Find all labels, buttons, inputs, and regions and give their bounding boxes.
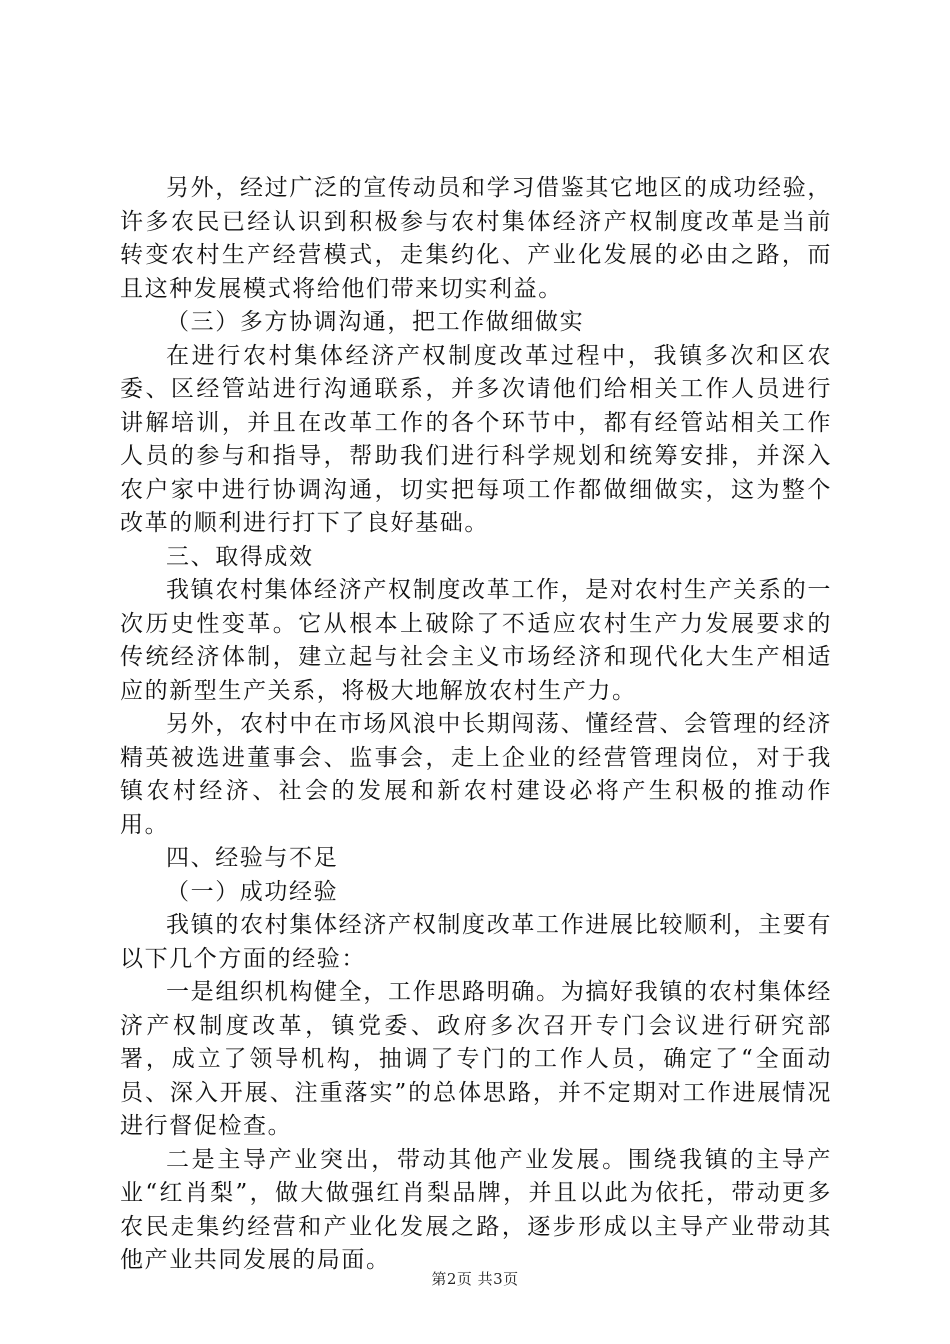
paragraph-2: 在进行农村集体经济产权制度改革过程中，我镇多次和区农委、区经管站进行沟通联系，并多次请他们给相关工作人员进行讲解培训，并且在改革工作的各个环节中，都有经管站相关工作人员的参与和指导，帮助我们进行科学规划和统筹安排，并深入农户家中进行协调沟通，切实把每项工作都做细做实，这为整个改革的顺利进行打下了良好基础。 — [120, 342, 832, 536]
paragraph-6: 一是组织机构健全，工作思路明确。为搞好我镇的农村集体经济产权制度改革，镇党委、政府多次召开专门会议进行研究部署，成立了领导机构，抽调了专门的工作人员，确定了“全面动员、深入开展、注重落实”的总体思路，并不定期对工作进展情况进行督促检查。 — [120, 979, 832, 1139]
subsection-heading-success: （一）成功经验 — [166, 878, 339, 905]
section-heading-experience: 四、经验与不足 — [166, 845, 339, 871]
paragraph-4: 另外，农村中在市场风浪中长期闯荡、懂经营、会管理的经济精英被选进董事会、监事会，走上企业的经营管理岗位，对于我镇农村经济、社会的发展和新农村建设必将产生积极的推动作用。 — [120, 711, 832, 838]
page-footer: 第2页 共3页 — [431, 1270, 519, 1288]
paragraph-7: 二是主导产业突出，带动其他产业发展。围绕我镇的主导产业“红肖梨”，做大做强红肖梨品牌，并且以此为依托，带动更多农民走集约经营和产业化发展之路，逐步形成以主导产业带动其他产业共同发展的局面。 — [120, 1146, 832, 1273]
paragraph-3: 我镇农村集体经济产权制度改革工作，是对农村生产关系的一次历史性变革。它从根本上破除了不适应农村生产力发展要求的传统经济体制，建立起与社会主义市场经济和现代化大生产相适应的新型生产关系，将极大地解放农村生产力。 — [120, 577, 832, 704]
section-heading-results: 三、取得成效 — [166, 543, 314, 570]
document-body — [120, 172, 832, 1278]
paragraph-5: 我镇的农村集体经济产权制度改革工作进展比较顺利，主要有以下几个方面的经验： — [120, 912, 832, 972]
section-heading-3: （三）多方协调沟通，把工作做细做实 — [166, 309, 585, 335]
paragraph-1: 另外，经过广泛的宣传动员和学习借鉴其它地区的成功经验，许多农民已经认识到积极参与农村集体经济产权制度改革是当前转变农村生产经营模式，走集约化、产业化发展的必由之路，而且这种发展模式将给他们带来切实利益。 — [120, 175, 832, 302]
